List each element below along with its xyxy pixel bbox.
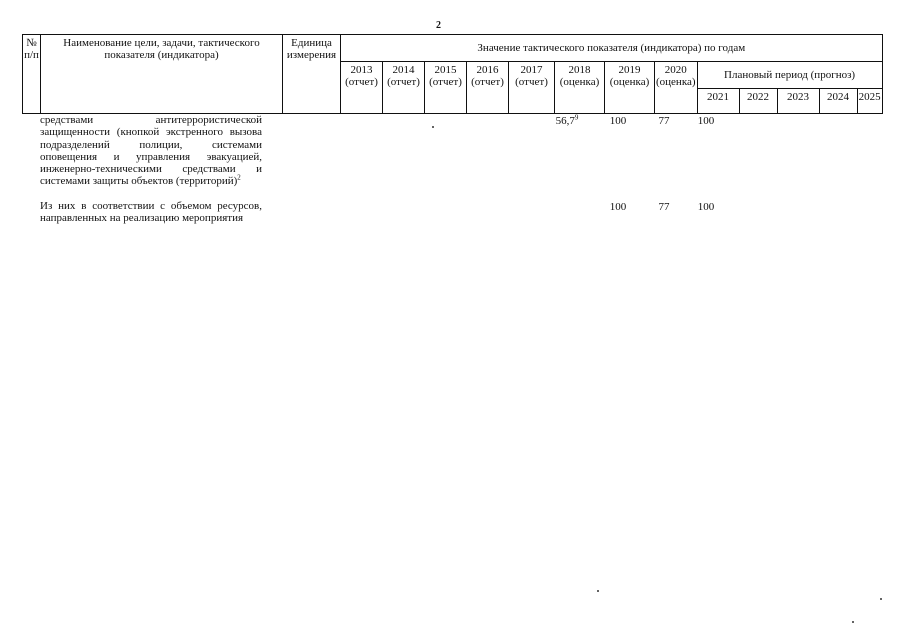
row-2-value-2021: 100 [697,201,715,213]
scan-speck [597,590,599,592]
column-header-values-by-year: Значение тактического показателя (индикатора) по годам [341,35,883,62]
row-1-text: средствами антитеррористической защищенности (кнопкой экстренного вызова подразделений полиции, системами оповещения и управления эвакуацией, инженерно-техническими средствами и системами защиты объектов (территорий) [40,114,262,188]
plan-year-2023: 2023 [777,89,819,114]
year-label: 2013 [350,64,373,76]
year-kind: (отчет) [471,76,504,88]
year-header-2020 [655,62,698,114]
row-1-value-2018-number: 56,7 [555,115,575,127]
year-label: 2019 [618,64,641,76]
year-kind: (отчет) [515,76,548,88]
year-label: 2015 [434,64,457,76]
row-2-value-2019: 100 [609,201,627,213]
year-label: 2016 [476,64,499,76]
year-kind: (оценка) [559,76,600,88]
year-header-2018 [555,62,605,114]
year-label: 2017 [520,64,543,76]
scan-speck [880,598,882,600]
row-1-value-2020: 77 [658,115,670,127]
column-header-unit: Единица измерения [283,35,341,114]
row-1-value-2019: 100 [609,115,627,127]
plan-year-2022: 2022 [739,89,777,114]
year-header-2013 [341,62,383,114]
year-kind: (оценка) [656,76,696,88]
row-1-value-2018 [547,115,587,127]
row-2-value-2020: 77 [658,201,670,213]
indicators-table [22,34,883,114]
plan-year-2025: 2025 [857,89,882,114]
year-kind: (отчет) [387,76,420,88]
row-1-value-2021: 100 [697,115,715,127]
year-header-2017 [509,62,555,114]
page-number: 2 [436,20,441,31]
year-label: 2018 [568,64,591,76]
year-kind: (отчет) [429,76,462,88]
year-kind: (отчет) [345,76,378,88]
year-label: 2020 [664,64,687,76]
scan-speck [852,621,854,623]
year-label: 2014 [392,64,415,76]
row-1-footnote: 2 [237,173,241,182]
row-2-description: Из них в соответствии с объемом ресурсов, направленных на реализацию мероприятия [40,200,262,225]
planned-period-header: Плановый период (прогноз) [697,62,882,89]
plan-year-2024: 2024 [819,89,857,114]
year-header-2019 [605,62,655,114]
year-header-2016 [467,62,509,114]
column-header-name: Наименование цели, задачи, тактического показателя (индикатора) [41,35,283,114]
column-header-number: № п/п [23,35,41,114]
row-1-description [40,114,262,188]
row-1-value-2018-footnote: 9 [574,113,579,122]
year-header-2015 [425,62,467,114]
plan-year-2021: 2021 [697,89,739,114]
year-kind: (оценка) [609,76,650,88]
year-header-2014 [383,62,425,114]
scan-speck [432,126,434,128]
